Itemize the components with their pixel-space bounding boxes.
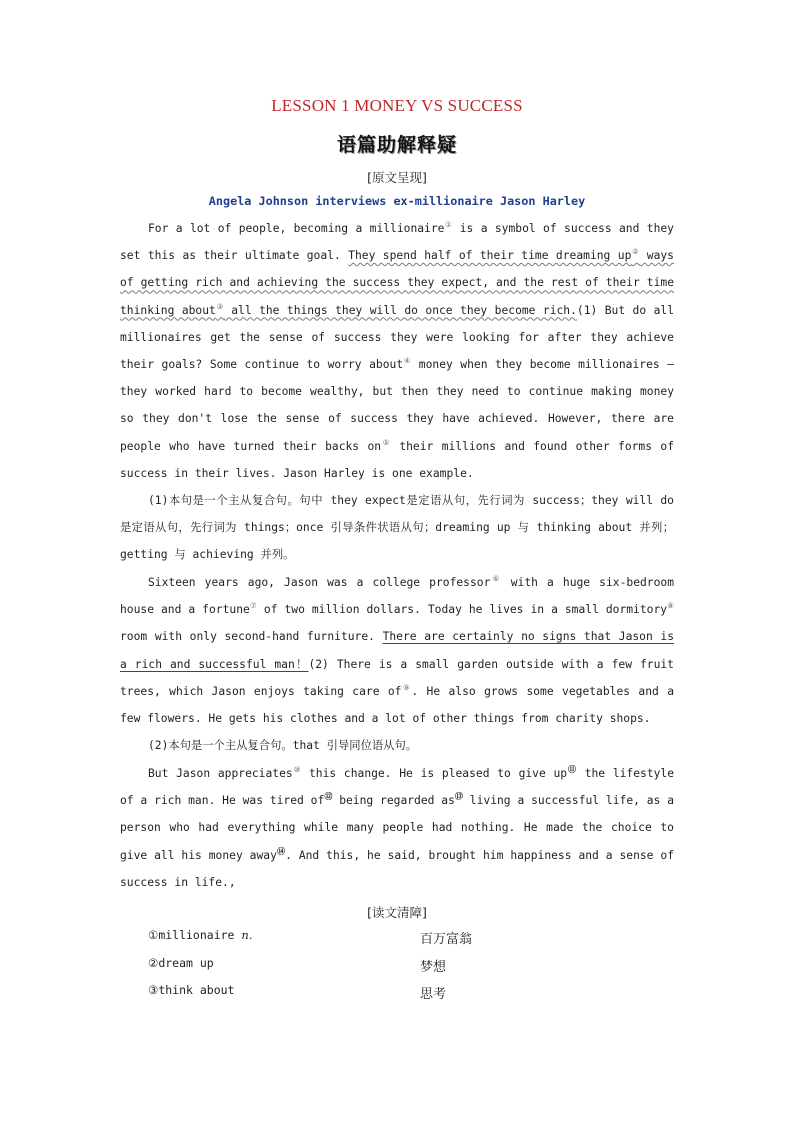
footnote-marker: ⑨ xyxy=(401,683,412,693)
footnote-marker: ① xyxy=(444,220,453,230)
vocabulary-term: ①millionaire n. xyxy=(148,928,253,942)
footnote-marker: ⑤ xyxy=(381,437,391,447)
vocabulary-meaning: 百万富翁 xyxy=(420,932,473,947)
grammar-note-2: (2)本句是一个主从复合句。that 引导同位语从句。 xyxy=(148,739,418,752)
paragraph-1: For a lot of people, becoming a millionaire① is a symbol of success and they set this as their ultimate goal. They spend half of their time dreaming up② ways of getting rich and achieving the success they expect, and the rest of their time thinking about③ all the things they will do once they become rich.(1) But do all millionaires get the sense of success they were looking for after they achieve their goals? Some continue to worry about④ money when they become millionaires — they worked hard to become wealthy, but then they need to continue making money so they don't lose the sense of success they have achieved. However, there are people who have turned their backs on⑤ their millions and found other forms of success in their lives. Jason Harley is one example. xyxy=(120,220,674,480)
vocabulary-list xyxy=(148,924,668,1007)
vocabulary-item xyxy=(148,924,668,952)
vocabulary-item xyxy=(148,952,668,980)
vocabulary-term: ②dream up xyxy=(148,955,214,970)
footnote-marker: ⑩ xyxy=(292,765,302,775)
lesson-title: LESSON 1 MONEY VS SUCCESS xyxy=(271,96,523,115)
reading-aid-label: [读文清障] xyxy=(367,905,427,920)
footnote-marker: ⑪ xyxy=(567,765,577,775)
paragraph-2: Sixteen years ago, Jason was a college professor⑥ with a huge six-bedroom house and a fortune⑦ of two million dollars. Today he lives in a small dormitory⑧ room with only second-hand furniture. There are certainly no signs that Jason is a rich and successful man！(2) There is a small garden outside with a few fruit trees, which Jason enjoys taking care of⑨. He also grows some vegetables and a few flowers. He gets his clothes and a lot of other things from charity shops. xyxy=(120,574,675,726)
vocabulary-item xyxy=(148,979,668,1007)
footnote-marker: ⑫ xyxy=(324,792,333,802)
paragraph-3: But Jason appreciates⑩ this change. He is pleased to give up⑪ the lifestyle of a rich man. He was tired of⑫ being regarded as⑬ living a successful life, as a person who had everything while many people had nothing. He made the choice to give all his money away⑭. And this, he said, brought him happiness and a sense of success in life., xyxy=(120,765,675,889)
section-heading-text: 语篇助解释疑 xyxy=(336,134,457,156)
grammar-note-1: (1)本句是一个主从复合句。句中 they expect是定语从句，先行词为 success；they will do 是定语从句，先行词为 things；once 引导条件状语从句；dreaming up 与 thinking about 并列；getting 与 achieving 并列。 xyxy=(120,494,674,562)
footnote-marker: ② xyxy=(631,247,640,257)
article-subtitle: Angela Johnson interviews ex-millionaire Jason Harley xyxy=(208,194,586,208)
footnote-marker: ⑦ xyxy=(249,601,257,611)
section-heading xyxy=(0,129,794,158)
wavy-underlined-sentence: They spend half of their time dreaming up② ways of getting rich and achieving the success they expect, and the rest of their time thinking about③ all the things they will do once they become rich. xyxy=(120,247,674,317)
footnote-marker: ③ xyxy=(215,301,224,311)
vocabulary-term: ③think about xyxy=(148,983,235,997)
footnote-marker: ⑬ xyxy=(454,792,463,802)
vocabulary-meaning: 梦想 xyxy=(420,959,447,975)
footnote-marker: ⑭ xyxy=(276,846,286,856)
footnote-marker: ⑥ xyxy=(490,574,502,584)
original-text-label: [原文呈现] xyxy=(367,170,427,185)
footnote-marker: ④ xyxy=(403,356,412,366)
footnote-marker: ⑧ xyxy=(667,601,674,611)
vocabulary-meaning: 思考 xyxy=(420,987,447,1002)
underlined-sentence: There are certainly no signs that Jason is a rich and successful man！ xyxy=(120,630,675,671)
